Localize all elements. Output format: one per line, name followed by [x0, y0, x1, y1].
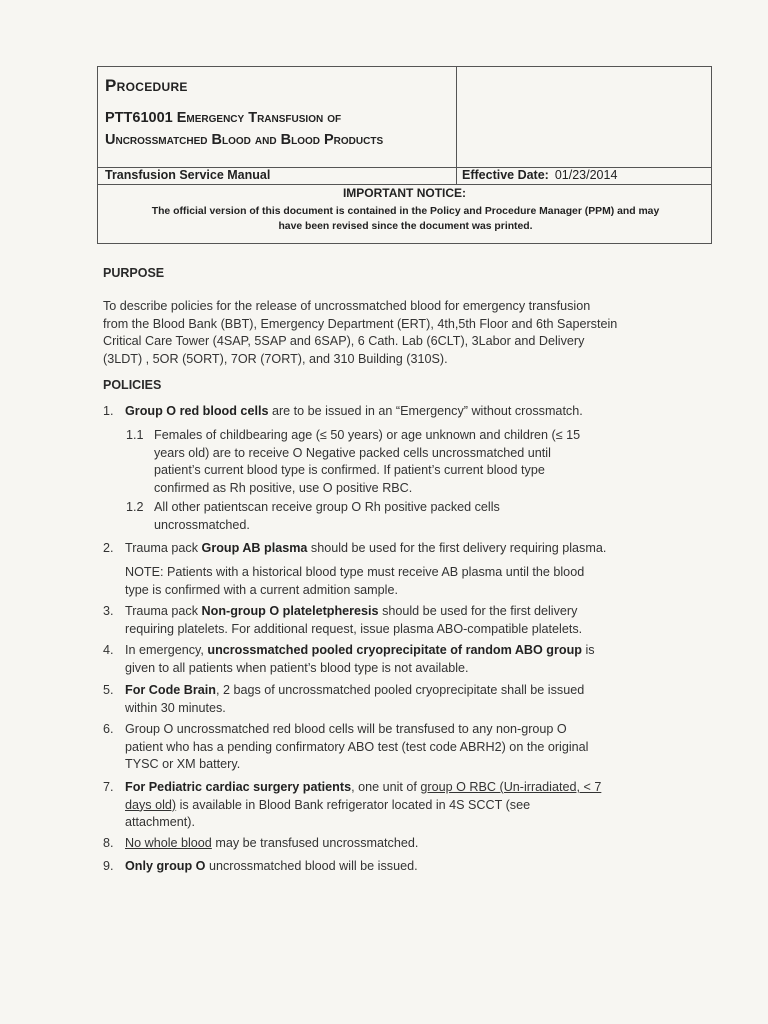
purpose-line: Critical Care Tower (4SAP, 5SAP and 6SAP), 6 Cath. Lab (6CLT), 3Labor and Delivery [103, 334, 585, 348]
policy-bold-text: For Pediatric cardiac surgery patients [125, 780, 352, 794]
policy-underlined-text: days old) [125, 797, 177, 812]
policy-pre-text: Trauma pack [125, 604, 202, 618]
policy-rest-text: , 2 bags of uncrossmatched pooled cryoprecipitate shall be issued [215, 683, 585, 697]
purpose-line: from the Blood Bank (BBT), Emergency Department (ERT), 4th,5th Floor and 6th Saperstein [103, 316, 618, 331]
policy-bold-text: For Code Brain [125, 683, 216, 697]
policy-rest-text: are to be issued in an “Emergency” without crossmatch. [268, 404, 583, 418]
policy-line: Females of childbearing age (≤ 50 years) or age unknown and children (≤ 15 [154, 428, 581, 442]
policy-line: All other patientscan receive group O Rh positive packed cells [154, 500, 500, 514]
policy-text [125, 540, 665, 558]
policy-line: TYSC or XM battery. [125, 757, 241, 771]
policy-line: Group O uncrossmatched red blood cells will be transfused to any non-group O [125, 722, 567, 736]
policy-line: years old) are to receive O Negative packed cells uncrossmatched until [154, 445, 551, 460]
policy-note-line: type is confirmed with a current admition sample. [125, 582, 398, 597]
policy-number: 5. [103, 683, 114, 697]
policy-rest-text: should be used for the first delivery [378, 604, 578, 618]
policy-line: requiring platelets. For additional request, issue plasma ABO-compatible platelets. [125, 621, 583, 636]
document-title-line1: PTT61001 Emergency Transfusion of [105, 110, 342, 126]
policy-number: 1. [103, 404, 114, 418]
notice-text-line2: have been revised since the document was printed. [278, 221, 533, 232]
manual-name: Transfusion Service Manual [105, 168, 271, 182]
policy-text [154, 499, 664, 534]
policy-mid-text: , one unit of [351, 780, 421, 794]
notice-text-line1: The official version of this document is contained in the Policy and Procedure Manager (PPM) and may [151, 206, 660, 217]
effective-date-value: 01/23/2014 [554, 168, 618, 182]
policy-rest-text: should be used for the first delivery requiring plasma. [307, 541, 607, 555]
policy-number: 8. [103, 836, 114, 850]
policy-number: 2. [103, 541, 114, 555]
notice-title: IMPORTANT NOTICE: [342, 186, 467, 200]
policy-number: 4. [103, 643, 114, 657]
purpose-line: (3LDT) , 5OR (5ORT), 7OR (7ORT), and 310 Building (310S). [103, 351, 448, 366]
policy-text [125, 858, 665, 876]
policy-text [125, 682, 665, 717]
policy-rest-text: is [581, 643, 595, 657]
policy-rest-text: is available in Blood Bank refrigerator located in 4S SCCT (see [176, 797, 531, 812]
policy-number: 9. [103, 859, 114, 873]
policy-text [125, 721, 665, 774]
notice-text [104, 204, 707, 234]
purpose-heading: PURPOSE [103, 266, 165, 280]
effective-date-label: Effective Date: [462, 168, 549, 182]
policy-underlined-text: No whole blood [125, 836, 212, 850]
effective-date [462, 168, 617, 182]
header-divider-2 [98, 184, 711, 185]
policy-bold-text: uncrossmatched pooled cryoprecipitate of random ABO group [207, 643, 582, 657]
policy-number: 1.1 [126, 428, 144, 442]
policy-pre-text: In emergency, [125, 643, 208, 657]
policy-text [125, 642, 665, 677]
policy-note [125, 564, 665, 599]
policy-line: confirmed as Rh positive, use O positive RBC. [154, 480, 413, 495]
policy-number: 1.2 [126, 500, 144, 514]
policy-bold-text: Group AB plasma [201, 541, 308, 555]
policy-number: 7. [103, 780, 114, 794]
document-type: Procedure [105, 76, 188, 95]
policy-text [154, 427, 664, 497]
policy-text [125, 779, 665, 832]
policy-text [125, 835, 665, 853]
purpose-line: To describe policies for the release of uncrossmatched blood for emergency transfusion [103, 299, 591, 313]
policy-text [125, 603, 665, 638]
policy-rest-text: may be transfused uncrossmatched. [211, 836, 419, 850]
policies-heading: POLICIES [103, 378, 162, 392]
policy-number: 6. [103, 722, 114, 736]
policy-line: patient’s current blood type is confirmed. If patient’s current blood type [154, 463, 545, 477]
policy-line: uncrossmatched. [154, 517, 250, 532]
policy-number: 3. [103, 604, 114, 618]
document-title [105, 107, 450, 151]
policy-text [125, 403, 665, 421]
policy-bold-text: Only group O [125, 859, 206, 873]
purpose-text [103, 298, 663, 368]
policy-rest-text: uncrossmatched blood will be issued. [205, 859, 418, 873]
policy-line: given to all patients when patient’s blood type is not available. [125, 660, 469, 675]
policy-bold-text: Non-group O plateletpheresis [201, 604, 379, 618]
policy-note-line: NOTE: Patients with a historical blood type must receive AB plasma until the blood [125, 565, 585, 579]
document-header-box [97, 66, 712, 244]
policy-underlined-text: group O RBC (Un-irradiated, < 7 [420, 780, 602, 794]
policy-line: patient who has a pending confirmatory ABO test (test code ABRH2) on the original [125, 739, 589, 754]
policy-bold-text: Group O red blood cells [125, 404, 269, 418]
policy-line: attachment). [125, 815, 195, 829]
document-title-line2: Uncrossmatched Blood and Blood Products [105, 132, 384, 148]
policy-line: within 30 minutes. [125, 700, 226, 715]
policy-pre-text: Trauma pack [125, 541, 202, 555]
